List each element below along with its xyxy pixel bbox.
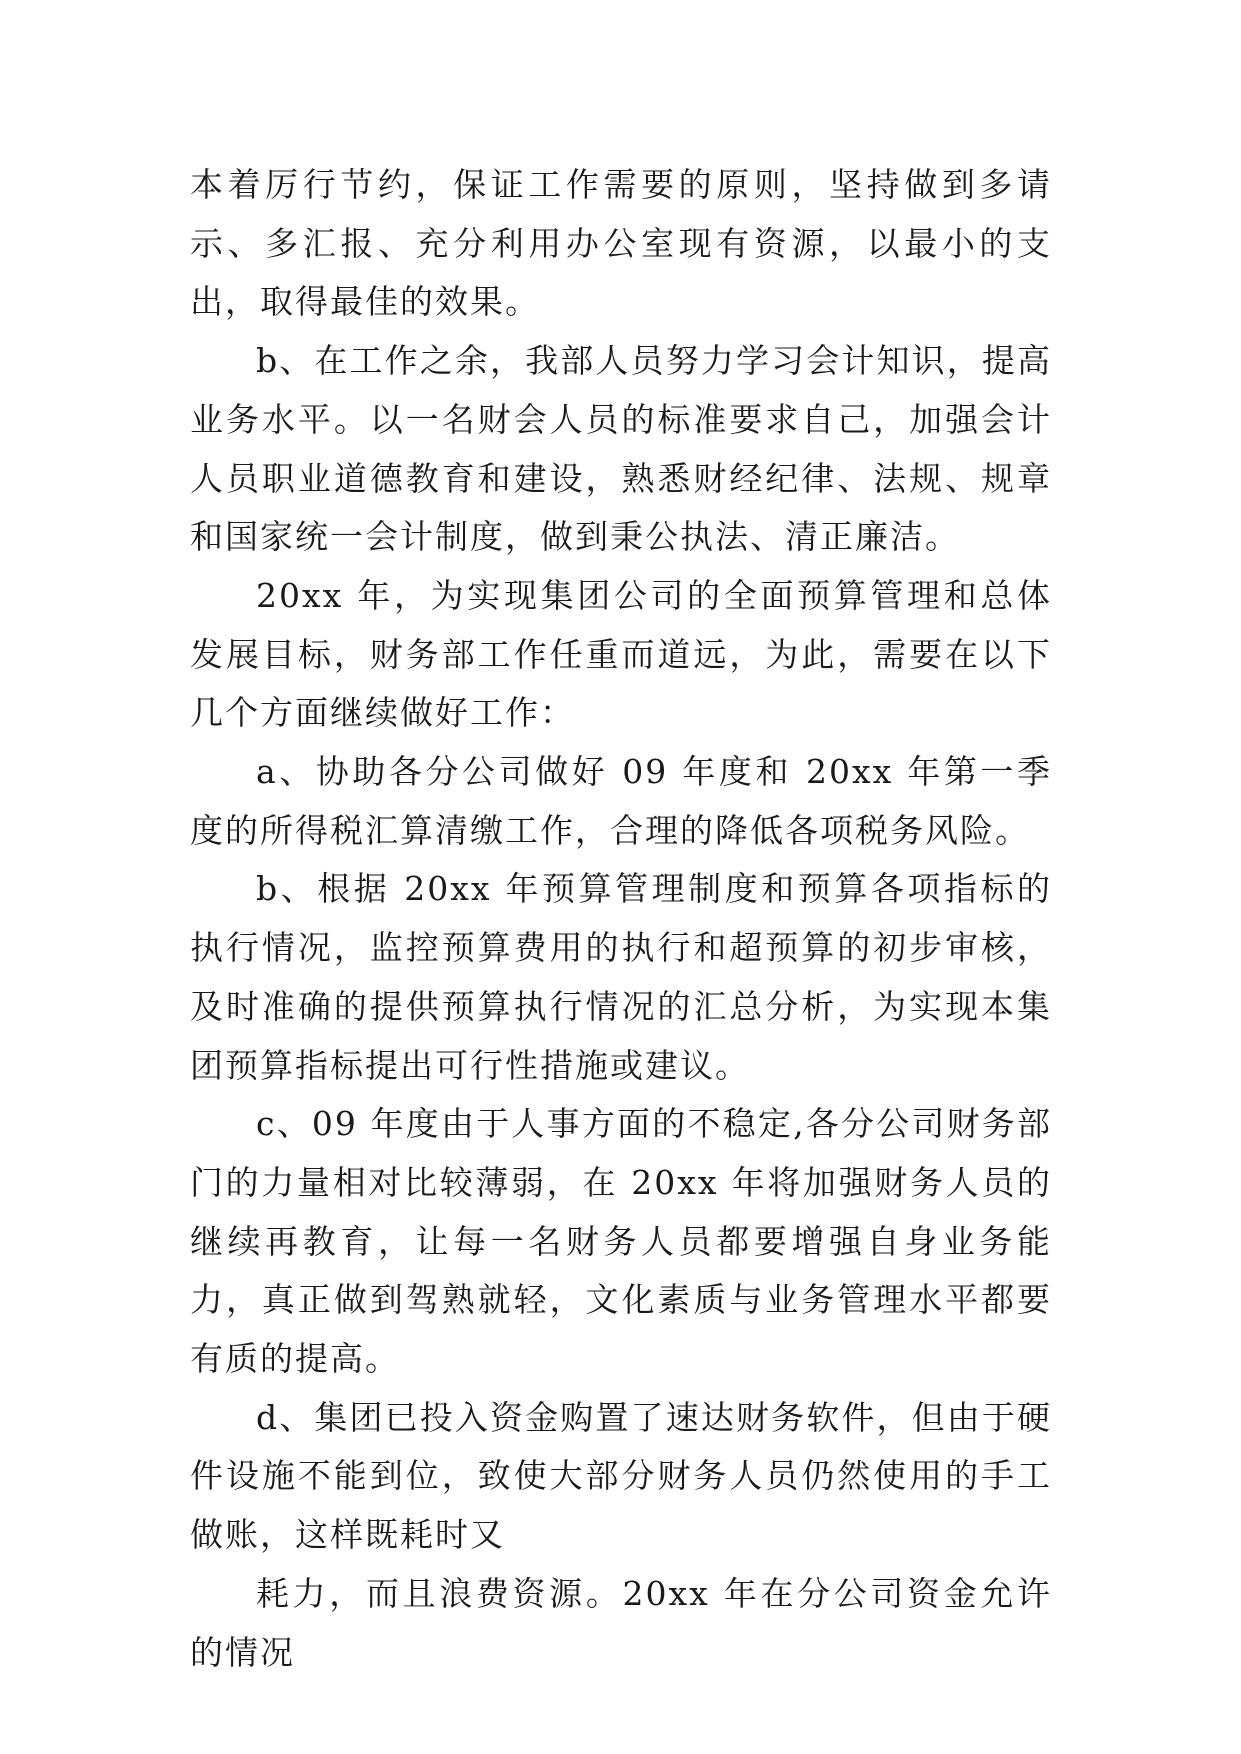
document-page — [190, 156, 1052, 1682]
paragraph-8: 耗力，而且浪费资源。20xx 年在分公司资金允许的情况 — [190, 1573, 1052, 1672]
paragraph-3: 20xx 年，为实现集团公司的全面预算管理和总体发展目标，财务部工作任重而道远，为此，需要在以下几个方面继续做好工作： — [190, 575, 1052, 733]
paragraph-1: 本着厉行节约，保证工作需要的原则，坚持做到多请示、多汇报、充分利用办公室现有资源，以最小的支出，取得最佳的效果。 — [190, 165, 1052, 322]
paragraph-6: c、09 年度由于人事方面的不稳定,各分公司财务部门的力量相对比较薄弱，在 20xx 年将加强财务人员的继续再教育，让每一名财务人员都要增强自身业务能力，真正做到驾熟就轻，文化素质与业务管理水平都要有质的提高。 — [190, 1104, 1052, 1379]
paragraph-4: a、协助各分公司做好 09 年度和 20xx 年第一季度的所得税汇算清缴工作，合理的降低各项税务风险。 — [190, 752, 1052, 850]
paragraph-7: d、集团已投入资金购置了速达财务软件，但由于硬件设施不能到位，致使大部分财务人员仍然使用的手工做账，这样既耗时又 — [190, 1397, 1052, 1555]
paragraph-2: b、在工作之余，我部人员努力学习会计知识，提高业务水平。以一名财会人员的标准要求自己，加强会计人员职业道德教育和建设，熟悉财经纪律、法规、规章和国家统一会计制度，做到秉公执法、清正廉洁。 — [190, 341, 1052, 557]
paragraph-5: b、根据 20xx 年预算管理制度和预算各项指标的执行情况，监控预算费用的执行和超预算的初步审核，及时准确的提供预算执行情况的汇总分析，为实现本集团预算指标提出可行性措施或建议。 — [190, 869, 1052, 1085]
